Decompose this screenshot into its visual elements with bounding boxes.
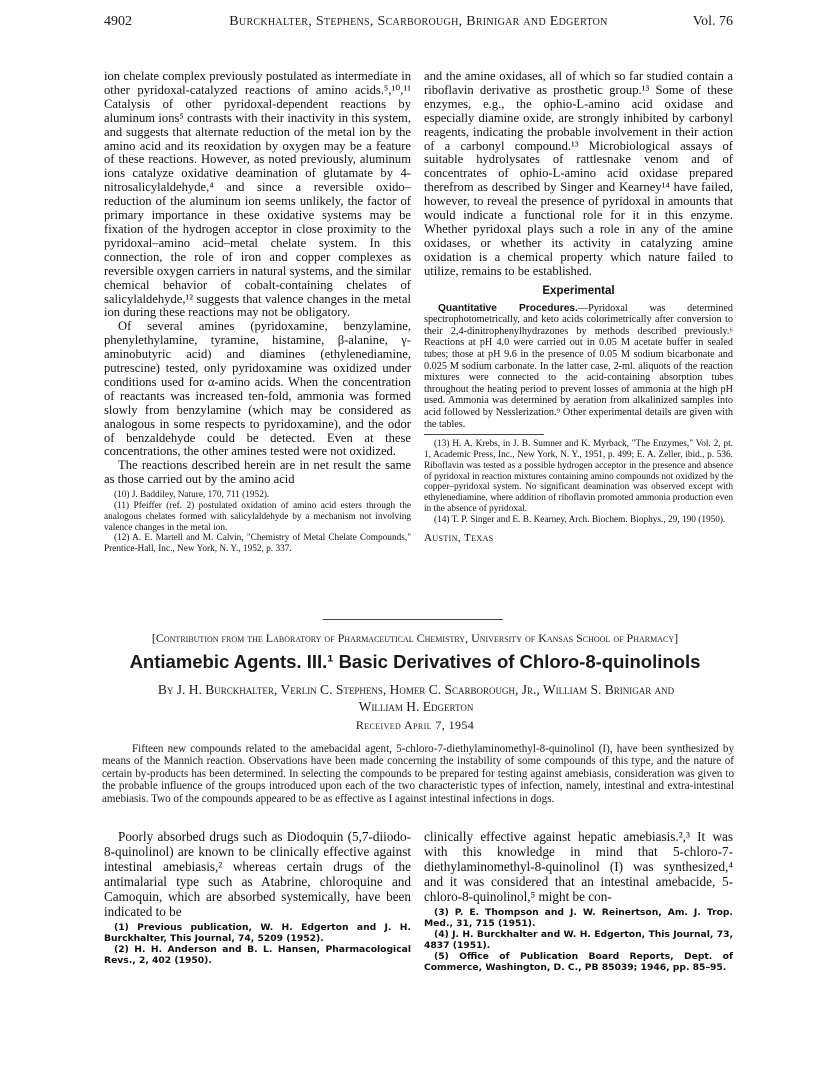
byline [96, 681, 736, 715]
paragraph: and the amine oxidases, all of which so far studied contain a riboflavin derivative as prosthetic group.¹³ Some of these enzymes, e.g., the ophio-L-amino acid oxidase and especially diamine oxide, are strongly inhibited by carbonyl reagents, indicating the probable involvement in their action of a carbonyl compound.¹³ Microbiological assays of suitable hydrolysates of rattlesnake venom and of concentrates of ophio-L-amino acid oxidase prepared therefrom as described by Singer and Kearney¹⁴ have failed, however, to reveal the presence of pyridoxal in amounts that would indicate a functional role for it in this enzyme. Whether pyridoxal plays such a role in any of the amine oxidases, or whether its activity in catalyzing amine oxidation is a chemical property which nature failed to utilize, remains to be established. [424, 69, 733, 278]
top-right-column [424, 70, 733, 544]
footnote-rule [424, 434, 544, 435]
volume-label: Vol. 76 [692, 14, 733, 29]
experimental-paragraph [424, 303, 733, 431]
footnote: (5) Office of Publication Board Reports, Dept. of Commerce, Washington, D. C., PB 85039; 1946, pp. 85–95. [424, 951, 733, 973]
footnotes [104, 490, 411, 555]
page-number: 4902 [104, 14, 132, 29]
footnote: (12) A. E. Martell and M. Calvin, "Chemistry of Metal Chelate Compounds," Prentice-Hall, Inc., New York, N. Y., 1952, p. 337. [104, 533, 411, 555]
footnote: (13) H. A. Krebs, in J. B. Sumner and K. Myrback, "The Enzymes," Vol. 2, pt. 1, Academic Press, Inc., New York, N. Y., 1951, p. 499; E. A. Zeller, ibid., p. 536. Riboflavin was tested as a possible hydrogen acceptor in the presence and absence of pyridoxal in reaction mixtures containing amino compounds not oxidized by the copper–pyridoxal system. No significant deamination was observed except with ethylenediamine, where addition of riboflavin promoted ammonia production even in the absence of pyridoxal. [424, 439, 733, 514]
received-date: Received April 7, 1954 [355, 718, 475, 732]
footnote: (10) J. Baddiley, Nature, 170, 711 (1952). [114, 490, 270, 501]
separator-rule [323, 619, 503, 620]
footnote: (2) H. H. Anderson and B. L. Hansen, Pharmacological Revs., 2, 402 (1950). [104, 944, 411, 966]
run-in-heading: Quantitative Procedures. [438, 302, 578, 314]
address: Austin, Texas [424, 531, 494, 544]
footnotes [104, 922, 411, 966]
contribution-line: [Contribution from the Laboratory of Pharmaceutical Chemistry, University of Kansas School of Pharmacy] [151, 631, 679, 645]
abstract: Fifteen new compounds related to the amebacidal agent, 5-chloro-7-diethylaminomethyl-8-quinolinol (I), have been synthesized by means of the Mannich reaction. Observations have been made concerning the instability of some compounds of this type, and the nature of certain by-products has been determined. In selecting the compounds to be prepared for testing against amebiasis, consideration was given to the probable influence of the groups introduced upon each of the two characteristic types of infection, namely, intestinal and extra-intestinal amebiasis. Two of the compounds appeared to be as effective as I against intestinal infections in dogs. [102, 743, 734, 805]
paragraph: Of several amines (pyridoxamine, benzylamine, phenylethylamine, tyramine, histamine, β-alanine, γ-aminobutyric acid) and diamines (ethylenediamine, putrescine) tested, only pyridoxamine was oxidized under conditions used for α-amino acids. When the concentration of reactants was increased ten-fold, ammonia was formed slowly from benzylamine (which may be considered as analogous in some respects to pyridoxamine), and the odor of benzaldehyde could be detected. Even at these concentrations, the other amines tested were not oxidized. [104, 319, 411, 459]
paragraph: clinically effective against hepatic amebiasis.²,³ It was with this knowledge in mind that 5-chloro-7-diethylaminomethyl-8-quinolinol (I) was synthesized,⁴ and it was considered that an intestinal amebacide, 5-chloro-8-quinolinol,⁵ might be con- [424, 829, 733, 904]
paragraph: ion chelate complex previously postulated as intermediate in other pyridoxal-catalyzed reactions of amino acids.⁵,¹⁰,¹¹ Catalysis of other pyridoxal-dependent reactions by aluminum ions⁵ contrasts with their inactivity in this system, and suggests that alternate reduction of the metal ion by the amino acid and its reoxidation by oxygen may be a feature of these reactions. However, as noted previously, aluminum ions catalyze oxidative deamination of glutamate by 4-nitrosalicylaldehyde,⁴ and since a reversible oxido–reduction of the aluminum ion seems unlikely, the factor of primary importance in these oxidative systems may be fixation of the hydrogen acceptor in close proximity to the pyridoxal–amino acid–metal chelate system. In this connection, the role of iron and copper complexes as reversible oxygen carriers in natural systems, and the similar chemical behavior of cobalt-containing chelates of salicylaldehyde,¹² suggests that valence changes in the metal ion during these reactions may not be obligatory. [104, 69, 411, 320]
bottom-left-column [104, 829, 411, 966]
footnotes [424, 907, 733, 973]
footnote: (1) Previous publication, W. H. Edgerton and J. H. Burckhalter, This Journal, 74, 5209 (1952). [104, 922, 411, 944]
section-heading: Experimental [542, 284, 615, 297]
byline-line: William H. Edgerton [358, 699, 474, 714]
paragraph: The reactions described herein are in net result the same as those carried out by the amino acid [104, 458, 411, 487]
footnote: (4) J. H. Burckhalter and W. H. Edgerton, This Journal, 73, 4837 (1951). [424, 929, 733, 951]
footnote: (3) P. E. Thompson and J. W. Reinertson, Am. J. Trop. Med., 31, 715 (1951). [424, 907, 733, 929]
footnote: (14) T. P. Singer and E. B. Kearney, Arch. Biochem. Biophys., 29, 190 (1950). [434, 514, 726, 525]
footnote: (11) Pfeiffer (ref. 2) postulated oxidation of amino acid esters through the analogous chelates formed with salicylaldehyde by a mechanism not involving valence changes in the metal ion. [104, 500, 411, 533]
top-left-column [104, 70, 411, 555]
article-title: Antiamebic Agents. III.¹ Basic Derivatives of Chloro-8-quinolinols [129, 651, 701, 672]
running-head-authors: Burckhalter, Stephens, Scarborough, Brinigar and Edgerton [229, 14, 608, 29]
bottom-right-column [424, 829, 733, 973]
running-header [104, 14, 733, 34]
experimental-text: —Pyridoxal was determined spectrophotometrically, and keto acids colorimetrically after conversion to their 2,4-dinitrophenylhydrazones by methods described previously.⁶ Reactions at pH 4.0 were carried out in 0.05 M acetate buffer in sealed tubes; those at pH 9.6 in the presence of 0.05 M sodium bicarbonate and 0.025 M sodium carbonate. In the latter case, 2-ml. aliquots of the reaction mixtures were connected to the acid-containing absorption tubes throughout the heating period to prevent losses of ammonia at the high pH used. Ammonia was determined by aeration from alkalinized samples into acid followed by Nesslerization.⁹ Other experimental details are given with the tables. [424, 302, 733, 430]
paragraph: Poorly absorbed drugs such as Diodoquin (5,7-diiodo-8-quinolinol) are known to be clinically effective against intestinal amebiasis,² whereas certain drugs of the antimalarial type such as Atabrine, chloroquine and Camoquin, which are absorbed systemically, have been indicated to be [104, 829, 411, 919]
byline-line: By J. H. Burckhalter, Verlin C. Stephens, Homer C. Scarborough, Jr., William S. Brinigar and [157, 682, 675, 697]
